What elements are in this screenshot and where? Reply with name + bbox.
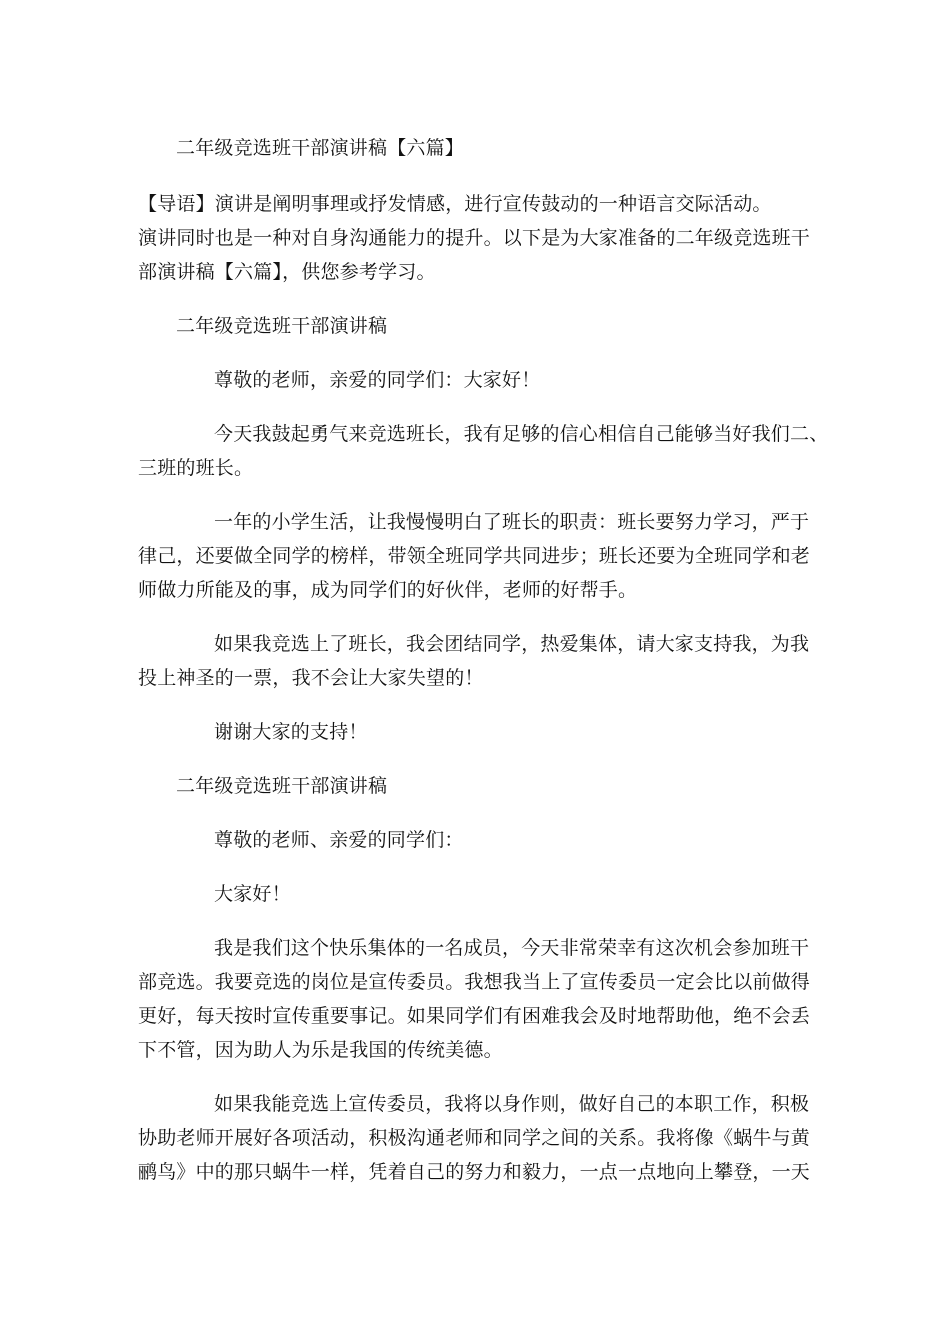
section2-p2-line-2: 协助老师开展好各项活动，积极沟通老师和同学之间的关系。我将像《蜗牛与黄 — [138, 1127, 811, 1149]
section2-p1-line-1: 我是我们这个快乐集体的一名成员，今天非常荣幸有这次机会参加班干 — [214, 937, 810, 959]
section1-greeting: 尊敬的老师，亲爱的同学们：大家好！ — [214, 369, 541, 391]
section1-closing: 谢谢大家的支持！ — [214, 721, 368, 743]
section1-p2-line-3: 师做力所能及的事，成为同学们的好伙伴，老师的好帮手。 — [138, 579, 638, 601]
section2-greeting-1: 尊敬的老师、亲爱的同学们： — [214, 829, 464, 851]
section1-p3-line-2: 投上神圣的一票，我不会让大家失望的！ — [138, 667, 484, 689]
section1-p2-line-1: 一年的小学生活，让我慢慢明白了班长的职责：班长要努力学习，严于 — [214, 511, 810, 533]
section1-heading: 二年级竞选班干部演讲稿 — [176, 315, 388, 337]
intro-line-2: 演讲同时也是一种对自身沟通能力的提升。以下是为大家准备的二年级竞选班干 — [138, 227, 811, 249]
section2-p1-line-2: 部竞选。我要竞选的岗位是宣传委员。我想我当上了宣传委员一定会比以前做得 — [138, 971, 811, 993]
section2-p1-line-3: 更好，每天按时宣传重要事记。如果同学们有困难我会及时地帮助他，绝不会丢 — [138, 1005, 811, 1027]
document-title: 二年级竞选班干部演讲稿【六篇】 — [176, 137, 465, 159]
section1-p3-line-1: 如果我竞选上了班长，我会团结同学，热爱集体，请大家支持我，为我 — [214, 633, 810, 655]
intro-line-3: 部演讲稿【六篇】，供您参考学习。 — [138, 261, 436, 283]
section2-p2-line-3: 鹂鸟》中的那只蜗牛一样，凭着自己的努力和毅力，一点一点地向上攀登，一天 — [138, 1161, 811, 1183]
section2-heading: 二年级竞选班干部演讲稿 — [176, 775, 388, 797]
intro-line-1: 【导语】演讲是阐明事理或抒发情感，进行宣传鼓动的一种语言交际活动。 — [138, 193, 772, 215]
section2-p1-line-4: 下不管，因为助人为乐是我国的传统美德。 — [138, 1039, 503, 1061]
section2-p2-line-1: 如果我能竞选上宣传委员，我将以身作则，做好自己的本职工作，积极 — [214, 1093, 810, 1115]
section1-p1-line-2: 三班的班长。 — [138, 457, 254, 479]
section1-p2-line-2: 律己，还要做全同学的榜样，带领全班同学共同进步；班长还要为全班同学和老 — [138, 545, 811, 567]
section2-greeting-2: 大家好！ — [214, 883, 291, 905]
section1-p1-line-1: 今天我鼓起勇气来竞选班长，我有足够的信心相信自己能够当好我们二、 — [214, 423, 829, 445]
